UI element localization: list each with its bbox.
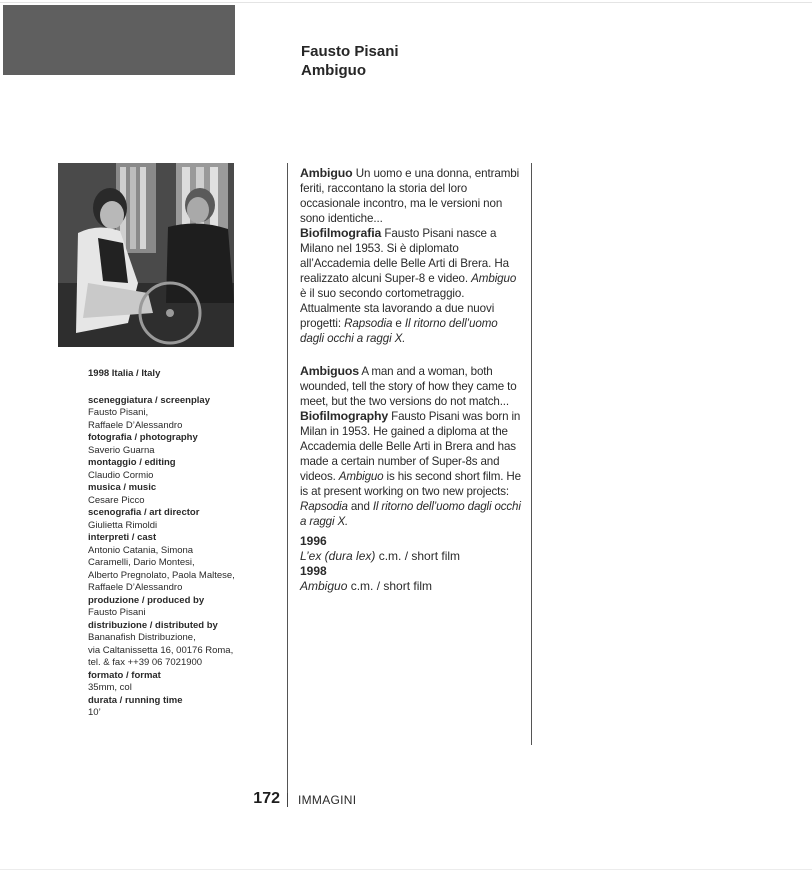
film-still-image xyxy=(58,163,234,347)
credit-value: Fausto Pisani xyxy=(88,607,146,618)
credit-label: produzione / produced by xyxy=(88,594,205,606)
film-header xyxy=(301,42,399,80)
filmography-suffix: c.m. / short film xyxy=(347,579,433,593)
credit-value: Giulietta Rimoldi xyxy=(88,519,158,531)
english-bio-italic: Il ritorno dell’uomo dagli occhi a raggi X. xyxy=(300,500,521,528)
credit-label: sceneggiatura / screenplay xyxy=(88,394,210,406)
italian-biography xyxy=(300,226,524,346)
column-divider-right xyxy=(531,163,532,745)
english-bio-italic: Ambiguo xyxy=(338,470,384,483)
credit-label: durata / running time xyxy=(88,694,183,706)
filmography-year: 1996 xyxy=(300,534,327,548)
italian-synopsis-head: Ambiguo xyxy=(300,166,353,180)
english-synopsis-text: A man and a woman, both wounded, tell the story of how they came to meet, but the two versions do not match... xyxy=(300,365,517,408)
credit-value: Cesare Picco xyxy=(88,494,145,506)
credit-entries xyxy=(88,395,273,720)
english-bio-head: Biofilmography xyxy=(300,409,389,423)
english-bio-text: is his second short film. He is at present working on two new projects: xyxy=(300,470,521,498)
filmography-list xyxy=(300,534,524,594)
film-title: Ambiguo xyxy=(301,62,366,79)
english-text-block xyxy=(300,364,524,529)
italian-text-block xyxy=(300,166,524,346)
credit-value: Antonio Catania, Simona xyxy=(88,544,194,556)
credit-label: formato / format xyxy=(88,669,161,681)
italian-bio-text: Fausto Pisani nasce a Milano nel 1953. Si è diplomato all’Accademia delle Belle Arti di Brera. Ha realizzato alcuni Super-8 e video. xyxy=(300,227,509,285)
credit-label: fotografia / photography xyxy=(88,432,198,443)
filmography-year: 1998 xyxy=(300,564,327,578)
credit-value: 35mm, col xyxy=(88,682,132,693)
english-biography xyxy=(300,409,524,529)
year-country: 1998 Italia / Italy xyxy=(88,368,161,379)
italian-synopsis-text: Un uomo e una donna, entrambi feriti, raccontano la storia del loro occasionale incontro, ma le versioni non sono identiche... xyxy=(300,167,520,225)
filmography-entry xyxy=(300,579,524,594)
english-synopsis-head: Ambiguos xyxy=(300,364,359,378)
credit-value: Fausto Pisani, xyxy=(88,407,149,418)
italian-synopsis xyxy=(300,166,524,226)
credit-label: distribuzione / distributed by xyxy=(88,619,218,631)
credit-value: Caramelli, Dario Montesi, xyxy=(88,557,195,568)
filmography-title: Ambiguo xyxy=(300,579,348,593)
filmography-suffix: c.m. / short film xyxy=(375,549,461,563)
credit-value: Claudio Cormio xyxy=(88,469,154,481)
filmography-entry xyxy=(300,549,524,564)
footer-divider xyxy=(287,793,288,807)
italian-bio-text: è il suo secondo cortometraggio. Attualmente sta lavorando a due nuovi progetti: xyxy=(300,287,495,330)
film-still-photo xyxy=(58,163,234,347)
credit-value: 10’ xyxy=(88,707,101,718)
credit-value: Bananafish Distribuzione, xyxy=(88,632,196,643)
credit-value: Raffaele D’Alessandro xyxy=(88,419,183,431)
english-bio-text: Fausto Pisani was born in Milan in 1953. He gained a diploma at the Accademia delle Belle Arti in Brera and has made a certain number of Super-8s and videos. xyxy=(300,410,521,483)
top-rule xyxy=(0,2,812,3)
credit-value: tel. & fax ++39 06 7021900 xyxy=(88,657,203,668)
english-bio-italic: Rapsodia xyxy=(300,500,348,513)
credit-label: interpreti / cast xyxy=(88,532,157,543)
header-gray-band xyxy=(3,5,235,75)
italian-bio-italic: Il ritorno dell’uomo dagli occhi a raggi X. xyxy=(300,317,498,345)
italian-bio-italic: Ambiguo xyxy=(471,272,517,285)
credit-label: musica / music xyxy=(88,482,157,493)
section-name: IMMAGINI xyxy=(298,793,357,807)
filmography-title: L’ex (dura lex) xyxy=(300,549,376,563)
credit-value: Saverio Guarna xyxy=(88,444,155,456)
italian-bio-head: Biofilmografia xyxy=(300,226,382,240)
italian-bio-italic: Rapsodia xyxy=(344,317,393,330)
bottom-rule xyxy=(0,869,812,870)
director-name: Fausto Pisani xyxy=(301,43,399,60)
english-synopsis xyxy=(300,364,524,409)
credit-label: scenografia / art director xyxy=(88,507,200,518)
credit-value: via Caltanissetta 16, 00176 Roma, xyxy=(88,644,234,656)
english-bio-text: and xyxy=(347,500,373,513)
credit-value: Raffaele D’Alessandro xyxy=(88,582,183,593)
credit-label: montaggio / editing xyxy=(88,457,176,468)
column-divider-left xyxy=(287,163,288,807)
credit-value: Alberto Pregnolato, Paola Maltese, xyxy=(88,569,235,581)
credits-block xyxy=(88,368,273,720)
italian-bio-text: e xyxy=(392,317,405,330)
page-number: 172 xyxy=(253,790,280,807)
